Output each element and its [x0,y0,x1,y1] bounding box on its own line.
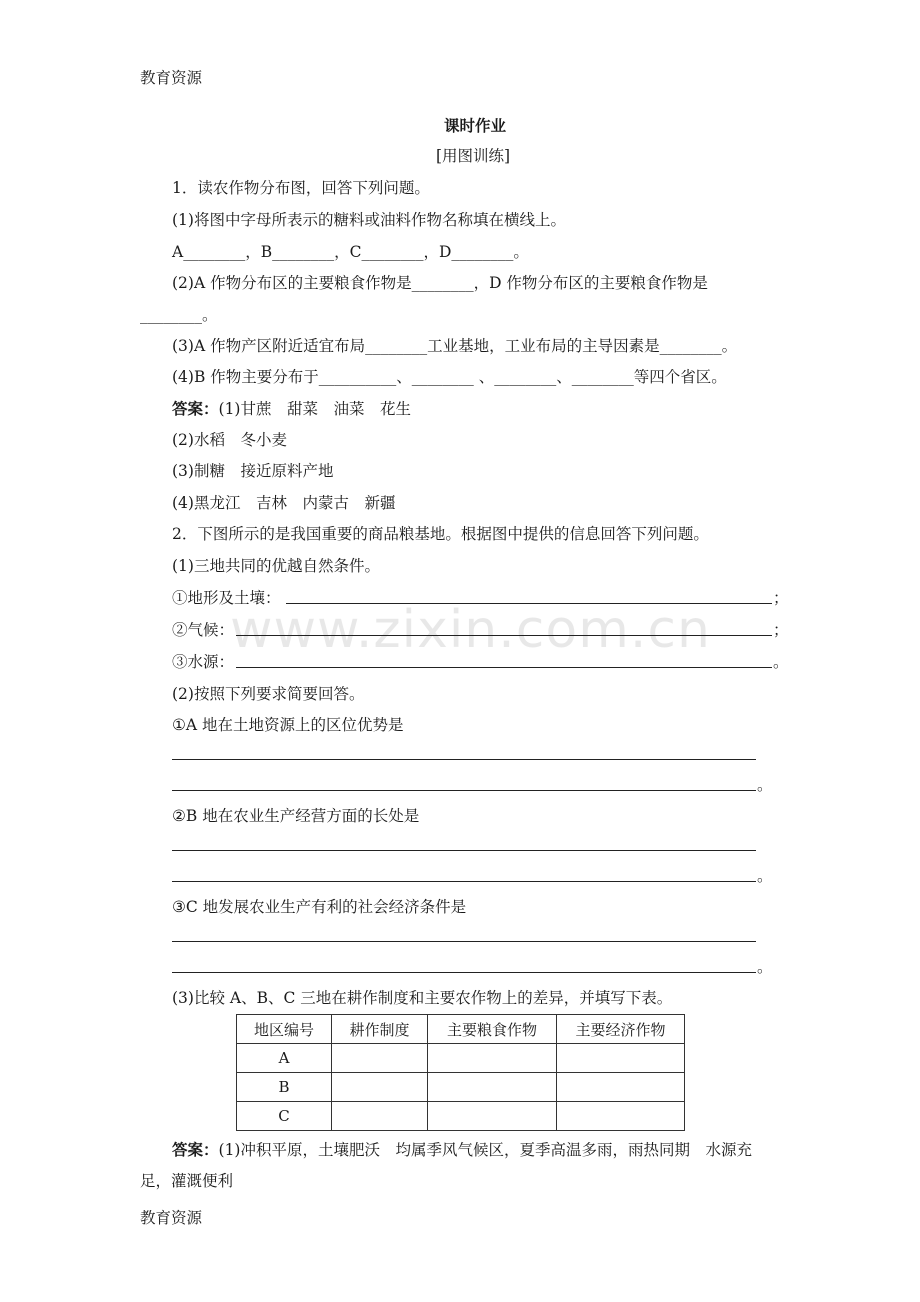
q2-part2: (2)按照下列要求简要回答。 [172,685,365,703]
table-cell[interactable] [557,1073,685,1102]
period: 。 [757,867,773,885]
table-row [237,1044,685,1073]
table-cell[interactable] [332,1102,428,1131]
answer-line[interactable] [172,941,756,942]
table-header-cell: 主要粮食作物 [428,1015,557,1044]
q2-condition-water: ③水源： [172,653,235,671]
section-label: [用图训练] [436,147,511,165]
answer-line[interactable] [172,850,756,851]
comparison-table [236,1014,685,1131]
q2-condition-climate: ②气候： [172,621,235,639]
watermark: www.zixin.com.cn [230,600,711,660]
answer-line[interactable] [236,635,772,636]
table-row [237,1102,685,1131]
q1-part1: (1)将图中字母所表示的糖料或油料作物名称填在横线上。 [172,211,566,229]
q2-answer-label: 答案： [172,1140,219,1159]
table-header-row [237,1015,685,1044]
answer-line[interactable] [286,603,772,604]
table-header-cell: 耕作制度 [332,1015,428,1044]
answer-line[interactable] [236,667,772,668]
region-cell: A [237,1044,332,1073]
q2-part3: (3)比较 A、B、C 三地在耕作制度和主要农作物上的差异，并填写下表。 [172,989,673,1007]
q1-answer-1: (1)甘蔗 甜菜 油菜 花生 [218,400,411,418]
table-cell[interactable] [428,1102,557,1131]
q2-answer-line1: (1)冲积平原，土壤肥沃 均属季风气候区，夏季高温多雨，雨热同期 水源充 [218,1141,752,1159]
q1-answer-label: 答案： [172,399,219,418]
answer-line[interactable] [172,972,756,973]
table-cell[interactable] [428,1073,557,1102]
table-cell[interactable] [557,1044,685,1073]
region-cell: C [237,1102,332,1131]
semicolon: ； [773,589,789,607]
answer-line[interactable] [172,881,756,882]
q1-part3: (3)A 作物产区附近适宜布局________工业基地，工业布局的主导因素是________。 [172,337,738,355]
table-cell[interactable] [557,1102,685,1131]
q1-part1-blanks: A________，B________，C________，D________。 [172,243,529,261]
period: 。 [773,653,789,671]
q1-part2-line1: (2)A 作物分布区的主要粮食作物是________，D 作物分布区的主要粮食作物是 [172,274,708,292]
table-row [237,1073,685,1102]
semicolon: ； [773,621,789,639]
q1-answer-2: (2)水稻 冬小麦 [172,431,287,449]
page-footer: 教育资源 [140,1209,203,1227]
q1-answer [172,397,411,419]
region-cell: B [237,1073,332,1102]
q1-part2-line2: ________。 [140,306,218,324]
q2-condition-terrain: ①地形及土壤： [172,589,281,607]
period: 。 [757,776,773,794]
period: 。 [757,958,773,976]
table-header-cell: 地区编号 [237,1015,332,1044]
answer-line[interactable] [172,759,756,760]
q2-stem: 2．下图所示的是我国重要的商品粮基地。根据图中提供的信息回答下列问题。 [172,525,709,543]
q1-part4: (4)B 作物主要分布于__________、________ 、________、________等四个省区。 [172,368,727,386]
q2-answer-line2: 足，灌溉便利 [140,1172,234,1190]
table-cell[interactable] [332,1044,428,1073]
table-header-cell: 主要经济作物 [557,1015,685,1044]
q1-stem: 1．读农作物分布图，回答下列问题。 [172,179,430,197]
q2-sub3: ③C 地发展农业生产有利的社会经济条件是 [172,898,467,916]
page-header: 教育资源 [140,69,203,87]
table-cell[interactable] [332,1073,428,1102]
q1-answer-3: (3)制糖 接近原料产地 [172,462,334,480]
q2-answer [172,1138,752,1160]
q2-sub2: ②B 地在农业生产经营方面的长处是 [172,807,420,825]
page-title: 课时作业 [444,116,507,135]
q1-answer-4: (4)黑龙江 吉林 内蒙古 新疆 [172,494,396,512]
answer-line[interactable] [172,790,756,791]
table-cell[interactable] [428,1044,557,1073]
q2-part1: (1)三地共同的优越自然条件。 [172,557,380,575]
q2-sub1: ①A 地在土地资源上的区位优势是 [172,716,404,734]
